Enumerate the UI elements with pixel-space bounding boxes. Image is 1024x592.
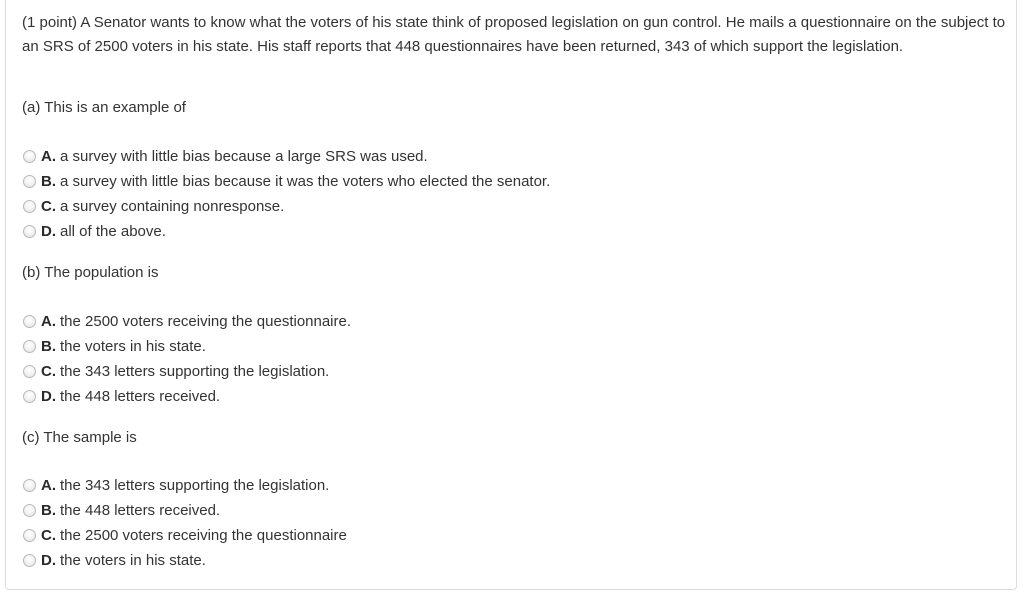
- part-c-option-d[interactable]: [22, 548, 347, 573]
- part-b-option-b[interactable]: [22, 334, 351, 359]
- option-letter: C.: [41, 363, 56, 380]
- option-letter: B.: [41, 173, 56, 190]
- option-letter: B.: [41, 338, 56, 355]
- option-text: the 2500 voters receiving the questionnaire.: [60, 313, 352, 330]
- part-a-option-a[interactable]: [22, 144, 550, 169]
- part-c-option-a[interactable]: [22, 473, 347, 498]
- part-c-option-d-radio[interactable]: [23, 554, 36, 567]
- part-b-option-a-radio[interactable]: [23, 315, 36, 328]
- part-c-option-b-radio[interactable]: [23, 504, 36, 517]
- option-letter: B.: [41, 502, 56, 519]
- part-a-option-a-radio[interactable]: [23, 150, 36, 163]
- option-text: a survey with little bias because it was the voters who elected the senator.: [60, 173, 551, 190]
- part-c-option-c[interactable]: [22, 523, 347, 548]
- option-text: all of the above.: [60, 223, 166, 240]
- question-panel: [5, 0, 1017, 590]
- part-a-option-c[interactable]: [22, 194, 550, 219]
- option-letter: A.: [41, 148, 56, 165]
- part-a-option-d-radio[interactable]: [23, 225, 36, 238]
- part-c-option-c-radio[interactable]: [23, 529, 36, 542]
- option-text: a survey with little bias because a large SRS was used.: [60, 148, 428, 165]
- option-letter: D.: [41, 223, 56, 240]
- part-c-options: [22, 473, 347, 573]
- part-b-prompt: (b) The population is: [22, 264, 159, 281]
- option-text: the 448 letters received.: [60, 502, 221, 519]
- part-b-option-a[interactable]: [22, 309, 351, 334]
- part-a-option-b-radio[interactable]: [23, 175, 36, 188]
- question-intro: (1 point) A Senator wants to know what the voters of his state think of proposed legislation on gun control. He mails a questionnaire on the subject to an SRS of 2500 voters in his state. His staff reports that 448 questionnaires have been returned, 343 of which support the legislation.: [22, 14, 1006, 55]
- option-letter: D.: [41, 388, 56, 405]
- question-intro-block: [22, 11, 1007, 58]
- option-text: the 2500 voters receiving the questionnaire: [60, 527, 347, 544]
- part-a-option-b[interactable]: [22, 169, 550, 194]
- part-c-option-b[interactable]: [22, 498, 347, 523]
- part-b-option-c-radio[interactable]: [23, 365, 36, 378]
- option-letter: A.: [41, 313, 56, 330]
- part-a-option-c-radio[interactable]: [23, 200, 36, 213]
- part-c-prompt: (c) The sample is: [22, 429, 137, 446]
- option-text: the voters in his state.: [60, 552, 206, 569]
- part-b-option-d[interactable]: [22, 384, 351, 409]
- option-letter: C.: [41, 198, 56, 215]
- option-text: the 448 letters received.: [60, 388, 221, 405]
- part-a-prompt: (a) This is an example of: [22, 99, 186, 116]
- part-b-option-c[interactable]: [22, 359, 351, 384]
- option-text: a survey containing nonresponse.: [60, 198, 285, 215]
- part-a-options: [22, 144, 550, 244]
- option-text: the 343 letters supporting the legislation.: [60, 477, 330, 494]
- part-b-option-d-radio[interactable]: [23, 390, 36, 403]
- option-letter: A.: [41, 477, 56, 494]
- part-c-option-a-radio[interactable]: [23, 479, 36, 492]
- option-letter: C.: [41, 527, 56, 544]
- part-a-option-d[interactable]: [22, 219, 550, 244]
- part-b-options: [22, 309, 351, 409]
- option-text: the voters in his state.: [60, 338, 206, 355]
- option-letter: D.: [41, 552, 56, 569]
- option-text: the 343 letters supporting the legislation.: [60, 363, 330, 380]
- part-b-option-b-radio[interactable]: [23, 340, 36, 353]
